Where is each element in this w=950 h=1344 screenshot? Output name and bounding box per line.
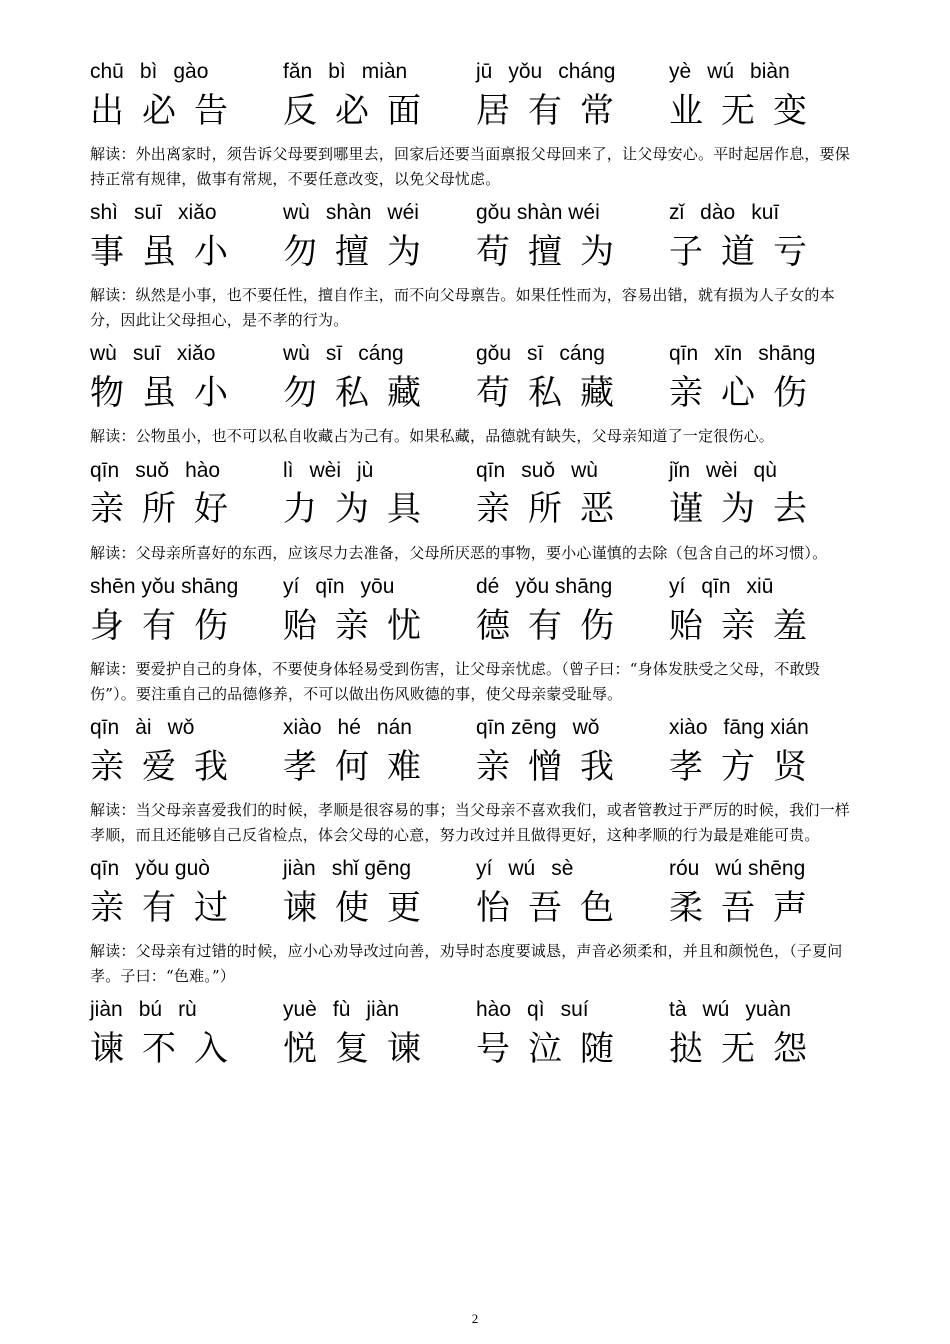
pinyin-group xyxy=(669,998,862,1022)
verse-block xyxy=(90,451,865,566)
explanation-text: 解读：要爱护自己的身体，不要使身体轻易受到伤害，让父母亲忧虑。（曾子曰：“身体发肤受之父母，不敢毁伤”）。要注重自己的品德修养，不可以做出伤风败德的事，使父母亲蒙受耻辱。 xyxy=(90,660,820,703)
pinyin-syllable: qīn xyxy=(701,575,731,598)
pinyin-syllable: qīn xyxy=(476,458,506,482)
pinyin-syllable: chū xyxy=(90,60,124,83)
pinyin-group xyxy=(283,60,476,84)
hanzi-character: 贻 xyxy=(669,605,703,646)
pinyin-row xyxy=(90,567,865,599)
pinyin-group xyxy=(476,342,669,366)
hanzi-character: 羞 xyxy=(773,605,807,646)
pinyin-syllable: wú xyxy=(707,60,735,83)
page-number: 2 xyxy=(471,1311,479,1326)
hanzi-character: 苟 xyxy=(476,231,510,272)
pinyin-group xyxy=(476,575,669,599)
pinyin-syllable: gǒu xyxy=(476,342,512,365)
pinyin-syllable: biàn xyxy=(750,60,790,83)
hanzi-character: 吾 xyxy=(528,887,562,928)
hanzi-character: 号 xyxy=(476,1028,510,1069)
hanzi-character: 亲 xyxy=(669,372,703,413)
hanzi-character: 道 xyxy=(721,231,755,272)
pinyin-syllable: cáng xyxy=(559,342,605,365)
hanzi-group xyxy=(283,1021,476,1070)
pinyin-syllable: nán xyxy=(376,716,412,739)
pinyin-group xyxy=(476,998,669,1022)
hanzi-character: 有 xyxy=(142,887,176,928)
hanzi-character: 伤 xyxy=(580,605,614,646)
hanzi-character: 反 xyxy=(283,90,317,131)
pinyin-syllable: yōu xyxy=(360,575,395,598)
hanzi-group xyxy=(669,880,862,929)
hanzi-character: 谏 xyxy=(283,887,317,928)
hanzi-group xyxy=(669,1021,862,1070)
pinyin-syllable: hào xyxy=(476,998,512,1021)
pinyin-syllable: suī xyxy=(134,201,163,224)
pinyin-group xyxy=(283,998,476,1022)
pinyin-syllable: shǐ gēng xyxy=(331,857,412,880)
hanzi-row xyxy=(90,366,865,412)
pinyin-syllable: xīn xyxy=(714,342,743,365)
explanation-text: 解读：外出离家时，须告诉父母要到哪里去，回家后还要当面禀报父母回来了，让父母安心。平时起居作息，要保持正常有规律，做事有常规，不要任意改变，以免父母忧虑。 xyxy=(90,145,851,188)
pinyin-syllable: fǎn xyxy=(283,60,313,83)
pinyin-group xyxy=(476,857,669,881)
hanzi-character: 身 xyxy=(90,605,124,646)
pinyin-syllable: bú xyxy=(138,998,163,1021)
hanzi-character: 苟 xyxy=(476,372,510,413)
pinyin-syllable: jiàn xyxy=(90,998,123,1021)
hanzi-character: 亲 xyxy=(90,746,124,787)
explanation-text: 解读：当父母亲喜爱我们的时候，孝顺是很容易的事；当父母亲不喜欢我们，或者管教过于严厉的时候，我们一样孝顺，而且还能够自己反省检点，体会父母的心意，努力改过并且做得更好，这种孝顺的行为最是难能可贵。 xyxy=(90,801,851,844)
pinyin-group xyxy=(669,857,862,881)
pinyin-group xyxy=(476,459,669,483)
pinyin-syllable: miàn xyxy=(361,60,408,83)
hanzi-character: 居 xyxy=(476,90,510,131)
pinyin-group xyxy=(669,60,862,84)
hanzi-character: 面 xyxy=(387,90,421,131)
hanzi-character: 物 xyxy=(90,372,124,413)
verse-block xyxy=(90,52,865,191)
hanzi-character: 为 xyxy=(721,489,755,529)
hanzi-character: 色 xyxy=(580,887,614,928)
hanzi-row xyxy=(90,84,865,130)
hanzi-character: 谨 xyxy=(669,489,703,529)
pinyin-syllable: wéi xyxy=(387,201,419,224)
pinyin-syllable: suí xyxy=(560,998,589,1021)
hanzi-character: 爱 xyxy=(142,746,176,787)
hanzi-group xyxy=(669,739,862,788)
pinyin-syllable: sè xyxy=(551,857,574,880)
hanzi-character: 虽 xyxy=(142,372,176,413)
pinyin-syllable: yǒu xyxy=(508,60,543,83)
pinyin-syllable: xiào xyxy=(669,716,708,739)
pinyin-syllable: wú xyxy=(508,857,536,880)
pinyin-row xyxy=(90,708,865,740)
hanzi-group xyxy=(476,739,669,788)
pinyin-syllable: shāng xyxy=(758,342,816,365)
pinyin-syllable: cáng xyxy=(358,342,404,365)
pinyin-syllable: cháng xyxy=(558,60,616,83)
pinyin-row xyxy=(90,990,865,1022)
hanzi-character: 心 xyxy=(721,372,755,413)
hanzi-character: 藏 xyxy=(387,372,421,413)
hanzi-character: 我 xyxy=(580,746,614,787)
pinyin-syllable: jū xyxy=(476,60,493,83)
pinyin-syllable: yí xyxy=(476,857,493,880)
hanzi-character: 力 xyxy=(283,489,317,529)
hanzi-character: 泣 xyxy=(528,1028,562,1069)
hanzi-character: 悦 xyxy=(283,1028,317,1069)
hanzi-group xyxy=(90,739,283,788)
pinyin-syllable: wǒ xyxy=(572,716,600,739)
pinyin-syllable: yí xyxy=(283,575,300,598)
pinyin-syllable: tà xyxy=(669,998,687,1021)
hanzi-row xyxy=(90,1022,865,1068)
verse-block xyxy=(90,334,865,449)
pinyin-syllable: xiǎo xyxy=(176,342,216,365)
pinyin-group xyxy=(283,201,476,225)
document-body xyxy=(90,52,865,1068)
hanzi-group xyxy=(90,224,283,273)
hanzi-character: 去 xyxy=(773,489,807,529)
pinyin-syllable: bì xyxy=(139,60,158,83)
hanzi-group xyxy=(669,598,862,647)
hanzi-group xyxy=(283,224,476,273)
pinyin-syllable: shàn xyxy=(325,201,372,224)
hanzi-character: 挞 xyxy=(669,1028,703,1069)
pinyin-syllable: qīn xyxy=(90,857,120,880)
pinyin-syllable: xiǎo xyxy=(178,201,217,224)
pinyin-syllable: sī xyxy=(527,342,544,365)
pinyin-syllable: bì xyxy=(328,60,346,83)
hanzi-group xyxy=(90,880,283,929)
hanzi-character: 何 xyxy=(335,746,369,787)
pinyin-row xyxy=(90,334,865,366)
pinyin-syllable: shì xyxy=(90,201,119,224)
hanzi-character: 必 xyxy=(142,90,176,131)
pinyin-syllable: fāng xián xyxy=(723,716,809,739)
pinyin-syllable: hé xyxy=(337,716,361,739)
hanzi-character: 我 xyxy=(194,746,228,787)
pinyin-syllable: kuī xyxy=(751,201,780,224)
pinyin-syllable: wǒ xyxy=(167,716,195,739)
hanzi-character: 入 xyxy=(194,1028,228,1069)
explanation-text: 解读：父母亲所喜好的东西，应该尽力去准备，父母所厌恶的事物，要小心谨慎的去除（包含自己的坏习惯）。 xyxy=(90,543,828,562)
hanzi-character: 伤 xyxy=(773,372,807,413)
verse-block xyxy=(90,708,865,847)
pinyin-group xyxy=(90,998,283,1022)
hanzi-character: 小 xyxy=(194,372,228,413)
pinyin-syllable: gǒu shàn wéi xyxy=(476,201,600,224)
pinyin-group xyxy=(669,459,862,483)
pinyin-syllable: jù xyxy=(357,458,374,482)
hanzi-character: 业 xyxy=(669,90,703,131)
hanzi-character: 无 xyxy=(721,1028,755,1069)
pinyin-syllable: wù xyxy=(571,458,598,482)
pinyin-syllable: qīn xyxy=(90,458,120,482)
pinyin-group xyxy=(90,60,283,84)
hanzi-character: 孝 xyxy=(283,746,317,787)
hanzi-character: 谏 xyxy=(90,1028,124,1069)
hanzi-group xyxy=(669,224,862,273)
pinyin-row xyxy=(90,193,865,225)
hanzi-character: 有 xyxy=(528,90,562,131)
hanzi-character: 亏 xyxy=(773,231,807,272)
hanzi-character: 方 xyxy=(721,746,755,787)
hanzi-group xyxy=(283,598,476,647)
hanzi-character: 藏 xyxy=(580,372,614,413)
verse-block xyxy=(90,567,865,706)
hanzi-character: 亲 xyxy=(335,605,369,646)
pinyin-group xyxy=(283,857,476,881)
pinyin-syllable: yè xyxy=(669,60,692,83)
pinyin-group xyxy=(283,459,476,483)
pinyin-group xyxy=(283,342,476,366)
pinyin-syllable: qīn xyxy=(90,716,120,739)
pinyin-group xyxy=(669,575,862,599)
pinyin-syllable: yǒu shāng xyxy=(515,575,613,598)
pinyin-syllable: wú xyxy=(702,998,730,1021)
pinyin-syllable: suǒ xyxy=(135,458,170,482)
verse-block xyxy=(90,193,865,332)
explanation-text: 解读：父母亲有过错的时候，应小心劝导改过向善，劝导时态度要诚恳，声音必须柔和，并且和颜悦色，（子夏问孝。子曰：“色难。”） xyxy=(90,942,843,985)
pinyin-syllable: qīn xyxy=(315,575,345,598)
hanzi-group xyxy=(283,880,476,929)
pinyin-group xyxy=(90,201,283,225)
hanzi-character: 勿 xyxy=(283,231,317,272)
pinyin-group xyxy=(669,201,862,225)
hanzi-character: 勿 xyxy=(283,372,317,413)
hanzi-character: 憎 xyxy=(528,746,562,787)
hanzi-character: 告 xyxy=(194,90,228,131)
hanzi-character: 私 xyxy=(335,372,369,413)
pinyin-syllable: rù xyxy=(178,998,197,1021)
verse-block xyxy=(90,849,865,988)
hanzi-character: 事 xyxy=(90,231,124,272)
hanzi-character: 常 xyxy=(580,90,614,131)
pinyin-row xyxy=(90,451,865,483)
pinyin-syllable: xiào xyxy=(283,716,322,739)
hanzi-character: 出 xyxy=(90,90,124,131)
hanzi-character: 难 xyxy=(387,746,421,787)
pinyin-syllable: qì xyxy=(527,998,545,1021)
hanzi-character: 变 xyxy=(773,90,807,131)
hanzi-character: 为 xyxy=(387,231,421,272)
pinyin-syllable: shēn yǒu shāng xyxy=(90,575,239,598)
hanzi-character: 必 xyxy=(335,90,369,131)
hanzi-row xyxy=(90,740,865,786)
pinyin-syllable: wù xyxy=(283,201,310,224)
hanzi-row xyxy=(90,599,865,645)
hanzi-group xyxy=(476,224,669,273)
pinyin-syllable: fù xyxy=(332,998,351,1021)
pinyin-syllable: dé xyxy=(476,575,500,598)
hanzi-group xyxy=(90,598,283,647)
hanzi-character: 有 xyxy=(528,605,562,646)
pinyin-syllable: suǒ xyxy=(521,458,556,482)
hanzi-character: 为 xyxy=(335,489,369,529)
hanzi-character: 好 xyxy=(194,489,228,529)
hanzi-character: 忧 xyxy=(387,605,421,646)
hanzi-group xyxy=(90,365,283,414)
pinyin-syllable: jiàn xyxy=(283,857,316,880)
pinyin-syllable: lì xyxy=(283,458,294,482)
hanzi-character: 擅 xyxy=(335,231,369,272)
pinyin-group xyxy=(90,459,283,483)
hanzi-character: 复 xyxy=(335,1028,369,1069)
pinyin-syllable: yuè xyxy=(283,998,317,1021)
pinyin-row xyxy=(90,849,865,881)
hanzi-row xyxy=(90,483,865,529)
hanzi-group xyxy=(669,481,862,530)
pinyin-syllable: zǐ xyxy=(669,201,685,224)
hanzi-character: 小 xyxy=(194,231,228,272)
hanzi-character: 亲 xyxy=(90,489,124,529)
hanzi-character: 怡 xyxy=(476,887,510,928)
hanzi-character: 贤 xyxy=(773,746,807,787)
hanzi-character: 亲 xyxy=(476,489,510,529)
pinyin-syllable: sī xyxy=(325,342,343,365)
hanzi-character: 亲 xyxy=(721,605,755,646)
pinyin-syllable: yuàn xyxy=(745,998,791,1021)
pinyin-syllable: wù xyxy=(283,342,310,365)
hanzi-group xyxy=(476,481,669,530)
explanation-text: 解读：公物虽小，也不可以私自收藏占为己有。如果私藏，品德就有缺失，父母亲知道了一定很伤心。 xyxy=(90,427,775,445)
hanzi-character: 吾 xyxy=(721,887,755,928)
hanzi-group xyxy=(669,365,862,414)
hanzi-group xyxy=(669,83,862,132)
pinyin-syllable: gào xyxy=(173,60,209,83)
hanzi-character: 怨 xyxy=(773,1028,807,1069)
hanzi-row xyxy=(90,225,865,271)
hanzi-character: 使 xyxy=(335,887,369,928)
pinyin-syllable: wèi xyxy=(309,458,342,482)
hanzi-group xyxy=(90,1021,283,1070)
hanzi-character: 子 xyxy=(669,231,703,272)
pinyin-syllable: xiū xyxy=(746,575,774,598)
hanzi-group xyxy=(283,739,476,788)
pinyin-syllable: ài xyxy=(135,716,152,739)
pinyin-syllable: wèi xyxy=(706,458,738,482)
hanzi-row xyxy=(90,881,865,927)
verse-block xyxy=(90,990,865,1068)
hanzi-character: 孝 xyxy=(669,746,703,787)
pinyin-row xyxy=(90,52,865,84)
hanzi-character: 柔 xyxy=(669,887,703,928)
pinyin-group xyxy=(283,575,476,599)
hanzi-group xyxy=(283,481,476,530)
pinyin-syllable: jǐn xyxy=(669,458,691,482)
pinyin-group xyxy=(90,716,283,740)
hanzi-character: 所 xyxy=(528,489,562,529)
hanzi-group xyxy=(476,1021,669,1070)
hanzi-character: 为 xyxy=(580,231,614,272)
pinyin-group xyxy=(476,201,669,225)
hanzi-group xyxy=(90,83,283,132)
hanzi-character: 无 xyxy=(721,90,755,131)
pinyin-group xyxy=(476,716,669,740)
hanzi-character: 具 xyxy=(387,489,421,529)
pinyin-group xyxy=(283,716,476,740)
hanzi-group xyxy=(476,83,669,132)
hanzi-character: 私 xyxy=(528,372,562,413)
hanzi-character: 声 xyxy=(773,887,807,928)
hanzi-group xyxy=(476,365,669,414)
hanzi-character: 过 xyxy=(194,887,228,928)
hanzi-character: 贻 xyxy=(283,605,317,646)
pinyin-group xyxy=(90,575,283,599)
hanzi-character: 虽 xyxy=(142,231,176,272)
hanzi-character: 不 xyxy=(142,1028,176,1069)
hanzi-group xyxy=(283,365,476,414)
pinyin-group xyxy=(476,60,669,84)
pinyin-group xyxy=(669,716,862,740)
hanzi-group xyxy=(476,598,669,647)
pinyin-syllable: róu xyxy=(669,857,700,880)
explanation-text: 解读：纵然是小事，也不要任性，擅自作主，而不向父母禀告。如果任性而为，容易出错，就有损为人子女的本分，因此让父母担心，是不孝的行为。 xyxy=(90,286,835,329)
pinyin-syllable: qù xyxy=(753,458,777,482)
hanzi-group xyxy=(90,481,283,530)
pinyin-group xyxy=(669,342,862,366)
hanzi-character: 德 xyxy=(476,605,510,646)
hanzi-character: 更 xyxy=(387,887,421,928)
hanzi-character: 亲 xyxy=(90,887,124,928)
hanzi-group xyxy=(283,83,476,132)
pinyin-syllable: hào xyxy=(185,458,221,482)
pinyin-syllable: jiàn xyxy=(366,998,400,1021)
hanzi-group xyxy=(476,880,669,929)
hanzi-character: 伤 xyxy=(194,605,228,646)
pinyin-syllable: wù xyxy=(90,342,117,365)
pinyin-syllable: dào xyxy=(700,201,736,224)
hanzi-character: 所 xyxy=(142,489,176,529)
pinyin-syllable: qīn xyxy=(669,342,699,365)
hanzi-character: 有 xyxy=(142,605,176,646)
hanzi-character: 谏 xyxy=(387,1028,421,1069)
hanzi-character: 恶 xyxy=(580,489,614,529)
pinyin-syllable: yí xyxy=(669,575,686,598)
pinyin-syllable: yǒu guò xyxy=(135,857,210,880)
pinyin-group xyxy=(90,342,283,366)
pinyin-syllable: qīn zēng xyxy=(476,716,557,739)
hanzi-character: 擅 xyxy=(528,231,562,272)
hanzi-character: 随 xyxy=(580,1028,614,1069)
hanzi-character: 亲 xyxy=(476,746,510,787)
pinyin-syllable: wú shēng xyxy=(715,857,806,880)
pinyin-syllable: suī xyxy=(132,342,161,365)
pinyin-group xyxy=(90,857,283,881)
